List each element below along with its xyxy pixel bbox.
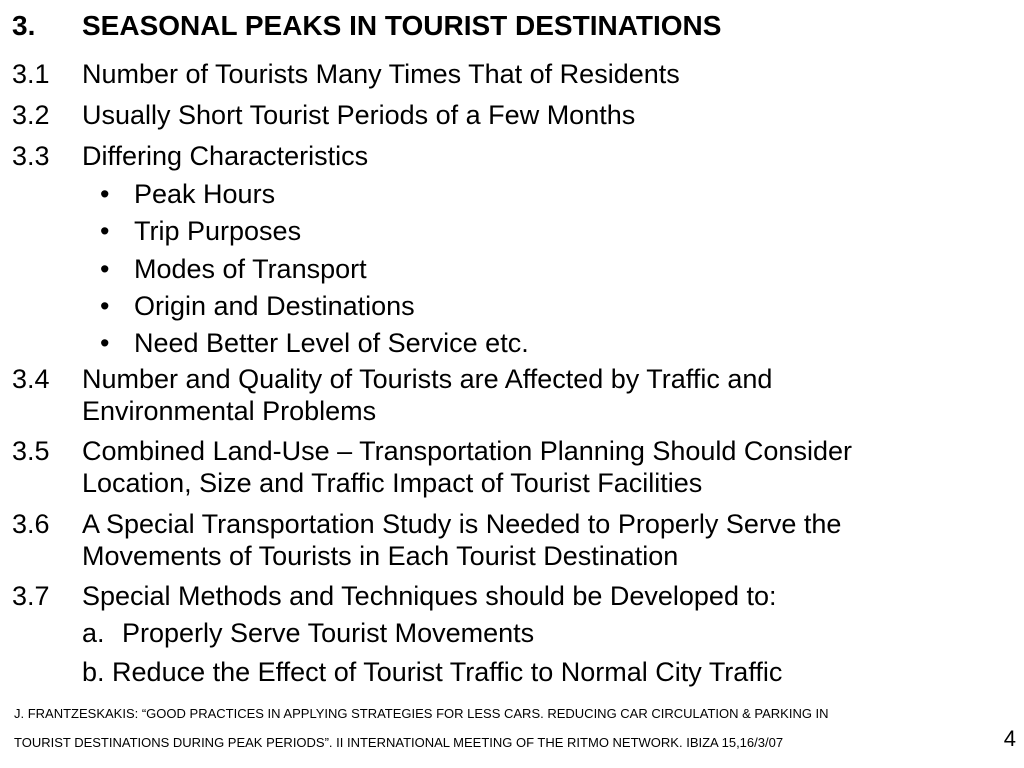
item-text xyxy=(82,508,841,572)
item-number: 3.6 xyxy=(12,509,50,539)
item-text xyxy=(82,580,777,612)
bullet-marker: • xyxy=(100,328,110,358)
item-number: 3.4 xyxy=(12,364,50,394)
item-text xyxy=(82,99,635,131)
item-text-line: Environmental Problems xyxy=(82,396,377,426)
bullet-text: Trip Purposes xyxy=(134,216,302,246)
sub-item-text: Properly Serve Tourist Movements xyxy=(122,618,535,648)
item-number: 3.3 xyxy=(12,141,50,171)
list-item-3-4 xyxy=(12,363,772,427)
list-item-3-7 xyxy=(12,580,777,612)
item-text-line: Usually Short Tourist Periods of a Few Months xyxy=(82,100,636,130)
item-text xyxy=(82,58,680,90)
sub-item-a xyxy=(82,615,534,651)
item-number: 3.5 xyxy=(12,436,50,466)
bullet-marker: • xyxy=(100,179,110,209)
item-text xyxy=(82,363,772,427)
bullet-item xyxy=(100,213,301,249)
title-text: SEASONAL PEAKS IN TOURIST DESTINATIONS xyxy=(82,10,722,41)
slide-title xyxy=(12,8,721,44)
bullet-item xyxy=(100,251,367,287)
list-item-3-2 xyxy=(12,99,635,131)
item-number: 3.2 xyxy=(12,100,50,130)
sub-item-text: Reduce the Effect of Tourist Traffic to Normal City Traffic xyxy=(112,657,783,687)
item-text-line: Location, Size and Traffic Impact of Tourist Facilities xyxy=(82,468,703,498)
bullet-marker: • xyxy=(100,254,110,284)
bullet-marker: • xyxy=(100,291,110,321)
item-text-line: Combined Land-Use – Transportation Planning Should Consider xyxy=(82,436,852,466)
item-text-line: Special Methods and Techniques should be Developed to: xyxy=(82,581,777,611)
bullet-text: Origin and Destinations xyxy=(134,291,415,321)
list-item-3-6 xyxy=(12,508,841,572)
list-item-3-1 xyxy=(12,58,680,90)
bullet-marker: • xyxy=(100,216,110,246)
footer-citation-line-2: TOURIST DESTINATIONS DURING PEAK PERIODS”. II INTERNATIONAL MEETING OF THE RITMO NETWORK. IBIZA 15,16/3/07 xyxy=(14,735,784,750)
page-number: 4 xyxy=(1003,726,1016,751)
bullet-text: Modes of Transport xyxy=(134,254,367,284)
item-text-line: Number and Quality of Tourists are Affected by Traffic and xyxy=(82,364,773,394)
sub-item-letter: b. xyxy=(82,657,105,687)
bullet-text: Need Better Level of Service etc. xyxy=(134,328,529,358)
list-item-3-3 xyxy=(12,140,368,172)
title-number: 3. xyxy=(12,10,36,41)
item-number: 3.7 xyxy=(12,581,50,611)
item-number: 3.1 xyxy=(12,59,50,89)
item-text xyxy=(82,140,368,172)
item-text-line: Number of Tourists Many Times That of Residents xyxy=(82,59,680,89)
item-text-line: Movements of Tourists in Each Tourist Destination xyxy=(82,541,679,571)
bullet-text: Peak Hours xyxy=(134,179,276,209)
sub-item-b xyxy=(82,654,782,690)
item-text-line: Differing Characteristics xyxy=(82,141,369,171)
list-item-3-5 xyxy=(12,435,852,499)
bullet-item xyxy=(100,325,529,361)
bullet-item xyxy=(100,176,275,212)
sub-item-letter: a. xyxy=(82,618,105,648)
item-text xyxy=(82,435,852,499)
bullet-item xyxy=(100,288,415,324)
footer-citation-line-1: J. FRANTZESKAKIS: “GOOD PRACTICES IN APPLYING STRATEGIES FOR LESS CARS. REDUCING CAR CIRCULATION & PARKING IN xyxy=(14,706,829,721)
item-text-line: A Special Transportation Study is Needed to Properly Serve the xyxy=(82,509,842,539)
